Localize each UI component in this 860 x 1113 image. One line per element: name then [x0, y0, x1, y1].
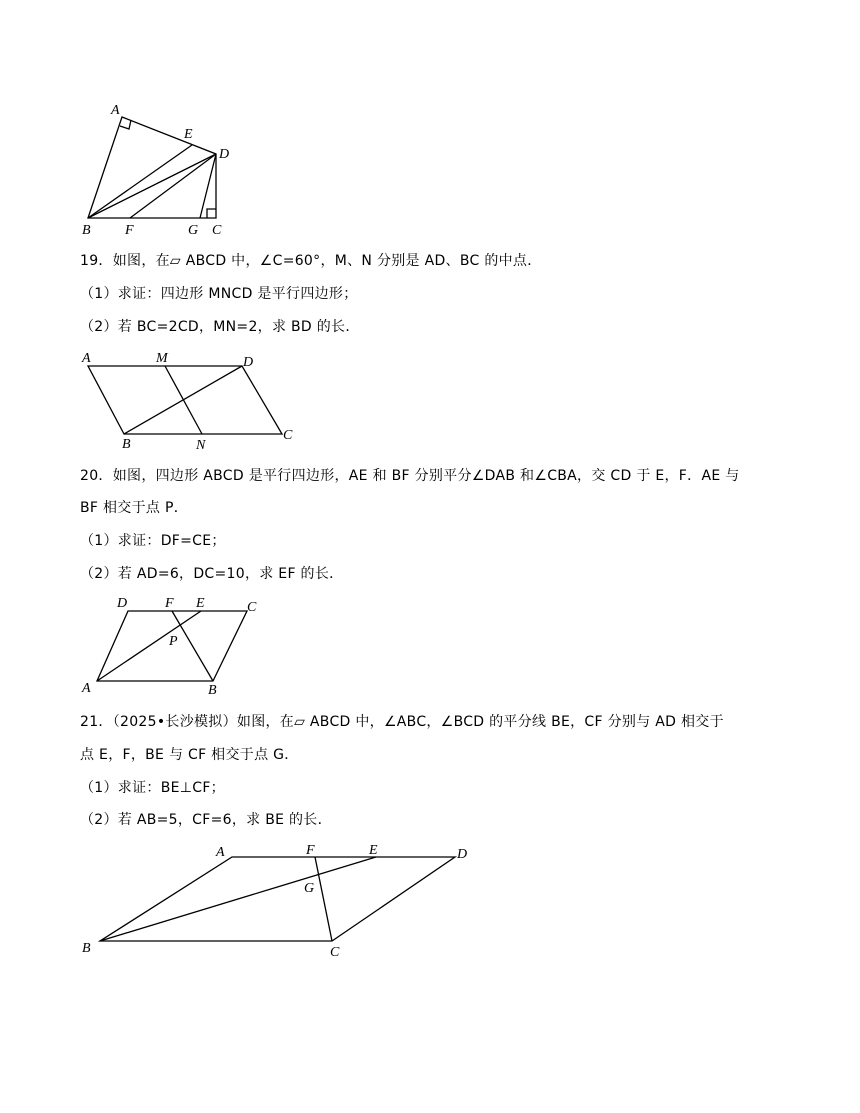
- fig21-label-a: A: [216, 845, 225, 860]
- fig19-label-c: C: [283, 428, 293, 443]
- figure-q18: [80, 100, 240, 240]
- fig21-label-e: E: [369, 843, 378, 858]
- fig18-label-a: A: [111, 103, 120, 118]
- q21-part1: （1）求证：BE⊥CF；: [80, 780, 225, 796]
- figure-q20: [80, 595, 280, 698]
- fig20-label-p: P: [169, 634, 178, 649]
- fig20-label-f: F: [165, 596, 174, 611]
- fig18-label-b: B: [82, 223, 91, 238]
- fig20-label-b: B: [208, 683, 217, 698]
- fig19-bd: [124, 366, 242, 434]
- fig21-label-g: G: [304, 881, 315, 896]
- fig21-be: [100, 857, 376, 941]
- q20-part1: （1）求证：DF=CE；: [80, 533, 226, 549]
- fig18-label-g: G: [188, 223, 199, 238]
- fig20-label-c: C: [247, 600, 257, 615]
- fig19-label-b: B: [122, 437, 131, 452]
- fig18-right-angle-c: [207, 209, 216, 218]
- fig18-fd: [130, 154, 216, 218]
- fig21-label-f: F: [306, 843, 315, 858]
- q19-stem: 19．如图，在▱ ABCD 中，∠C=60°，M、N 分别是 AD、BC 的中点．: [80, 253, 542, 269]
- q19-part2: （2）若 BC=2CD，MN=2，求 BD 的长．: [80, 319, 360, 335]
- q21-stem-line2: 点 E，F，BE 与 CF 相交于点 G．: [80, 747, 299, 763]
- fig18-label-c: C: [212, 223, 222, 238]
- fig18-right-angle-a: [120, 120, 131, 129]
- fig18-label-e: E: [184, 127, 193, 142]
- fig20-bf: [172, 611, 213, 681]
- figure-q21: [80, 840, 480, 960]
- q20-stem-line1: 20．如图，四边形 ABCD 是平行四边形，AE 和 BF 分别平分∠DAB 和∠CBA，交 CD 于 E，F．AE 与: [80, 468, 740, 484]
- fig19-label-m: M: [156, 351, 168, 366]
- fig20-label-e: E: [196, 596, 205, 611]
- fig21-cf: [315, 857, 332, 941]
- fig18-label-f: F: [125, 223, 134, 238]
- fig18-bd: [88, 154, 216, 218]
- q21-stem-line1: 21．（2025•长沙模拟）如图，在▱ ABCD 中，∠ABC，∠BCD 的平分线 BE，CF 分别与 AD 相交于: [80, 714, 724, 730]
- fig19-label-a: A: [82, 351, 91, 366]
- fig18-be: [88, 145, 192, 218]
- fig21-parallelogram: [100, 857, 455, 941]
- fig20-label-a: A: [82, 681, 91, 696]
- q19-part1: （1）求证：四边形 MNCD 是平行四边形；: [80, 286, 358, 302]
- fig18-label-d: D: [219, 147, 230, 162]
- fig21-label-d: D: [457, 847, 468, 862]
- q20-part2: （2）若 AD=6，DC=10，求 EF 的长．: [80, 566, 344, 582]
- fig20-label-d: D: [117, 596, 128, 611]
- fig21-label-b: B: [82, 941, 91, 956]
- fig19-label-d: D: [243, 355, 254, 370]
- fig19-parallelogram: [88, 366, 282, 434]
- fig21-label-c: C: [330, 945, 340, 960]
- q20-stem-line2: BF 相交于点 P．: [80, 500, 188, 516]
- figure-q19: [80, 345, 310, 453]
- fig19-label-n: N: [196, 438, 206, 453]
- q21-part2: （2）若 AB=5，CF=6，求 BE 的长．: [80, 812, 332, 828]
